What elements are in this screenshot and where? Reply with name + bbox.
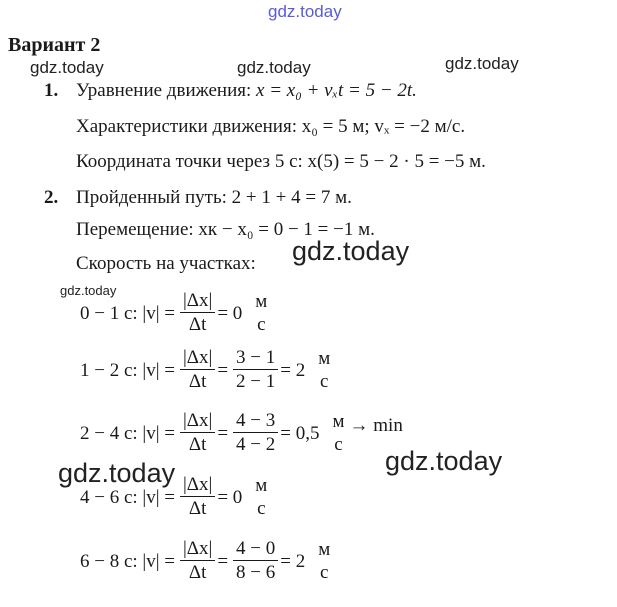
unit-fraction: м с — [332, 410, 345, 455]
watermark: gdz.today — [60, 283, 117, 298]
problem-1-number: 1. — [44, 80, 59, 101]
problem-2-number: 2. — [44, 187, 59, 208]
fraction-dx-dt: $\frac{|\Delta x|}{\Delta t}$ — [180, 474, 215, 521]
interval-label: 1 − 2 с: |v| = — [80, 359, 175, 381]
result: = 0,5 — [280, 422, 320, 444]
watermark: gdz.today — [445, 54, 519, 73]
displacement — [76, 219, 375, 241]
variant-title: Вариант 2 — [8, 34, 101, 56]
unit-fraction: м с — [318, 347, 331, 392]
motion-equation-label: Уравнение движения: — [76, 80, 252, 101]
equals: = — [217, 550, 229, 572]
watermark: gdz.today — [268, 2, 342, 21]
motion-equation-math: x = x₀ + vₓt = 5 − 2t. — [256, 80, 417, 101]
motion-characteristics — [76, 116, 465, 138]
speed-row-6-8 — [80, 538, 335, 585]
watermark: gdz.today — [292, 236, 410, 266]
unit-fraction: м с — [255, 474, 268, 519]
interval-label: 2 − 4 с: |v| = — [80, 422, 175, 444]
calc-fraction: $\frac{4 - 3}{4 - 2}$ — [233, 410, 278, 457]
speed-row-0-1 — [80, 290, 272, 337]
fraction-dx-dt: $\frac{|\Delta x|}{\Delta t}$ — [180, 538, 215, 585]
displacement-math: xк − x₀ = 0 − 1 = −1 м. — [198, 219, 375, 240]
displacement-label: Перемещение: — [76, 219, 194, 240]
fraction-dx-dt: $\frac{|\Delta x|}{\Delta t}$ — [180, 410, 215, 457]
speed-row-4-6 — [80, 474, 272, 521]
watermark: gdz.today — [385, 446, 503, 476]
unit-fraction: м с — [318, 538, 331, 583]
interval-label: 6 − 8 с: |v| = — [80, 550, 175, 572]
speed-row-2-4 — [80, 410, 405, 457]
speed-row-1-2 — [80, 347, 335, 394]
speeds-heading: Скорость на участках: — [76, 253, 256, 274]
motion-equation — [76, 80, 417, 102]
equals: = — [217, 359, 229, 381]
interval-label: 0 − 1 с: |v| = — [80, 302, 175, 324]
motion-characteristics-label: Характеристики движения: — [76, 116, 297, 137]
unit-fraction: м с — [255, 290, 268, 335]
result: = 2 — [280, 359, 306, 381]
result: = 0 — [217, 486, 243, 508]
fraction-dx-dt: $\frac{|\Delta x|}{\Delta t}$ — [180, 347, 215, 394]
watermark: gdz.today — [58, 458, 176, 488]
interval-label: 4 − 6 с: |v| = — [80, 486, 175, 508]
result: = 2 — [280, 550, 306, 572]
coordinate-math: x(5) = 5 − 2 · 5 = −5 м. — [307, 151, 486, 172]
coordinate-after-5s — [76, 151, 486, 173]
calc-fraction: $\frac{3 - 1}{2 - 1}$ — [233, 347, 278, 394]
equals: = — [217, 422, 229, 444]
calc-fraction: $\frac{4 - 0}{8 - 6}$ — [233, 538, 278, 585]
watermark: gdz.today — [30, 58, 104, 77]
watermark: gdz.today — [237, 58, 311, 77]
result: = 0 — [217, 302, 243, 324]
motion-characteristics-math: x₀ = 5 м; vₓ = −2 м/с. — [301, 116, 466, 137]
fraction-dx-dt: $\frac{|\Delta x|}{\Delta t}$ — [180, 290, 215, 337]
coordinate-label: Координата точки через 5 с: — [76, 151, 303, 172]
distance-traveled: Пройденный путь: 2 + 1 + 4 = 7 м. — [76, 187, 352, 208]
min-annotation: → min — [349, 414, 403, 436]
